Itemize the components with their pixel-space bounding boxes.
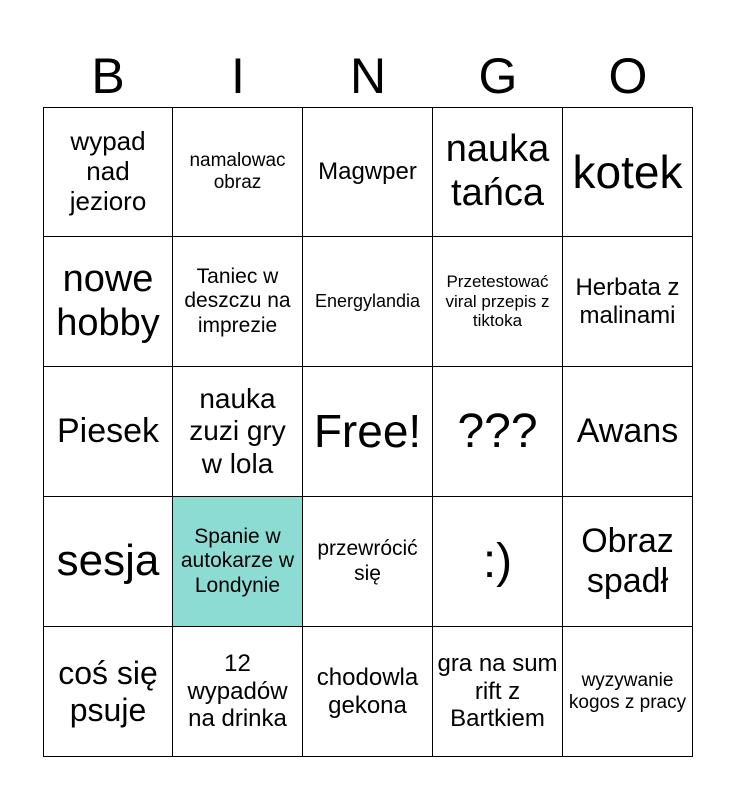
bingo-cell[interactable]: Obraz spadł [563, 497, 693, 627]
bingo-cell[interactable]: 12 wypadów na drinka [173, 627, 303, 757]
header-letter-n: N [349, 48, 387, 104]
bingo-cell[interactable]: namalowac obraz [173, 107, 303, 237]
bingo-cell[interactable]: :) [433, 497, 563, 627]
header-letter-b: B [91, 48, 125, 104]
bingo-cell[interactable]: gra na sum rift z Bartkiem [433, 627, 563, 757]
bingo-cell[interactable]: kotek [563, 107, 693, 237]
bingo-cell[interactable]: ??? [433, 367, 563, 497]
bingo-cell[interactable]: Magwper [303, 107, 433, 237]
bingo-cell[interactable]: przewrócić się [303, 497, 433, 627]
bingo-cell free-space[interactable]: Free! [303, 367, 433, 497]
bingo-cell[interactable]: nauka tańca [433, 107, 563, 237]
bingo-cell[interactable]: Piesek [43, 367, 173, 497]
bingo-cell[interactable]: coś się psuje [43, 627, 173, 757]
bingo-cell[interactable]: Energylandia [303, 237, 433, 367]
bingo-cell[interactable]: Taniec w deszczu na imprezie [173, 237, 303, 367]
bingo-cell[interactable]: chodowla gekona [303, 627, 433, 757]
header-letter-o: O [608, 48, 648, 104]
bingo-cell[interactable]: nowe hobby [43, 237, 173, 367]
header-letter-g: G [478, 48, 518, 104]
bingo-cell[interactable]: nauka zuzi gry w lola [173, 367, 303, 497]
bingo-cell[interactable]: Awans [563, 367, 693, 497]
bingo-header [43, 46, 693, 106]
bingo-cell[interactable]: sesja [43, 497, 173, 627]
bingo-cell[interactable]: wyzywanie kogos z pracy [563, 627, 693, 757]
bingo-cell[interactable]: Herbata z malinami [563, 237, 693, 367]
header-letter-i: I [231, 48, 245, 104]
bingo-cell[interactable]: wypad nad jezioro [43, 107, 173, 237]
bingo-grid [43, 107, 693, 757]
bingo-cell marked-cell[interactable]: Spanie w autokarze w Londynie [173, 497, 303, 627]
bingo-cell[interactable]: Przetestować viral przepis z tiktoka [433, 237, 563, 367]
